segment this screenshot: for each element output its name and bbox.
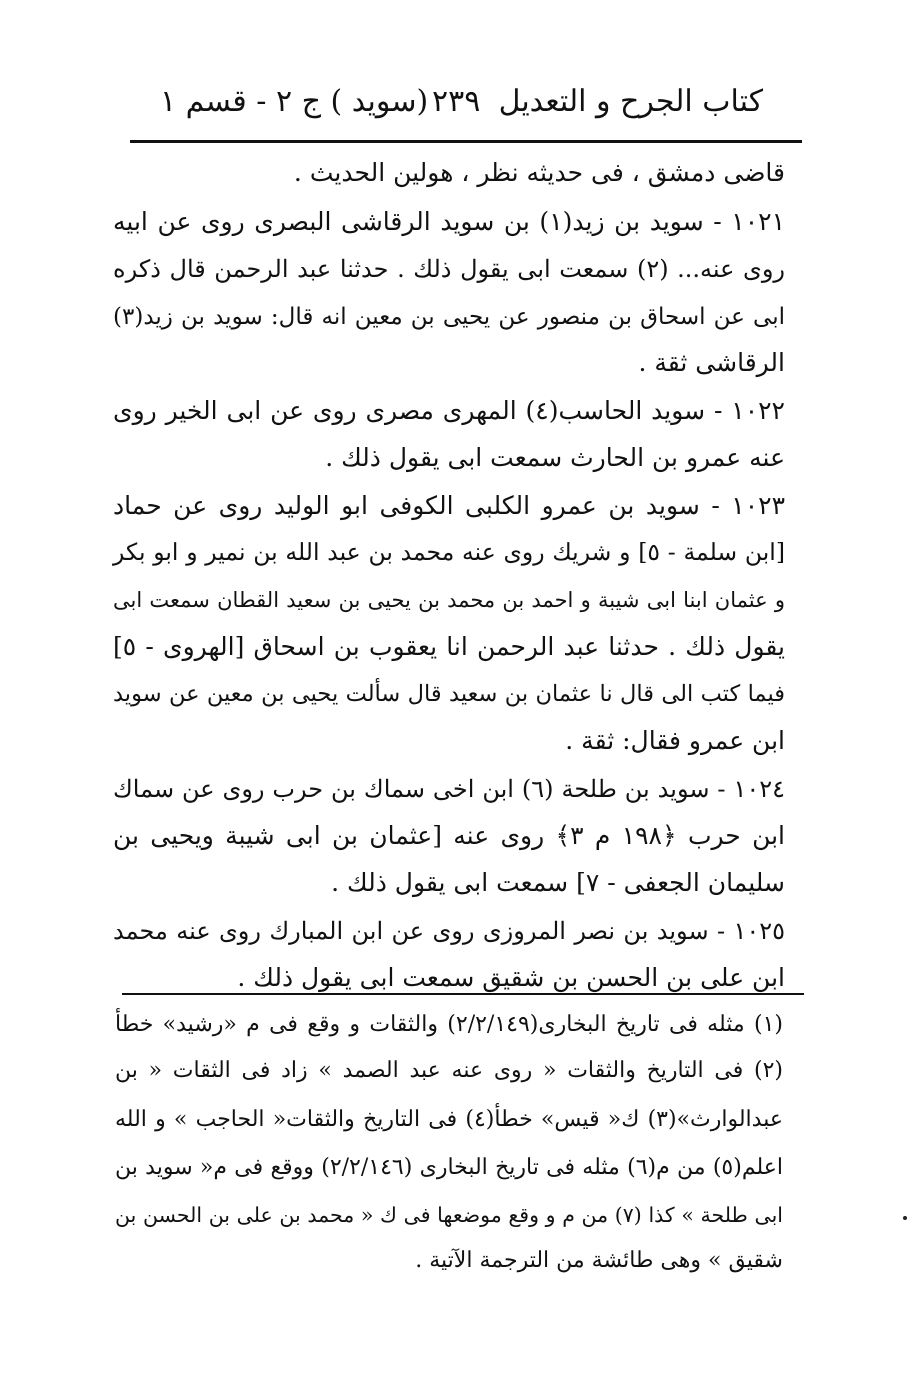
footnote-line: (١) مثله فى تاريخ البخارى(٢/٢/١٤٩) والثقات و وقع فى م «رشيد» خطأ: [115, 1012, 783, 1037]
text-line: و عثمان ابنا ابى شيبة و احمد بن محمد بن يحيى بن سعيد القطان سمعت ابى: [113, 588, 785, 612]
text-line: يقول ذلك . حدثنا عبد الرحمن انا يعقوب بن اسحاق [الهروى - ٥]: [113, 632, 785, 661]
text-line: ابن حرب ﴿١٩٨ م ٣﴾ روى عنه [عثمان بن ابى شيبة ويحيى بن: [113, 821, 786, 850]
text-line: ابن على بن الحسن بن شقيق سمعت ابى يقول ذلك .: [237, 963, 785, 992]
footnote-line: (٢) فى التاريخ والثقات « روى عنه عبد الصمد » زاد فى الثقات « بن: [115, 1058, 783, 1083]
text-line: ١٠٢٢ - سويد الحاسب(٤) المهرى مصرى روى عن ابى الخير روى: [113, 396, 785, 425]
text-line: روى عنه... (٢) سمعت ابى يقول ذلك . حدثنا عبد الرحمن قال ذكره: [113, 255, 786, 283]
text-line: ابى عن اسحاق بن منصور عن يحيى بن معين انه قال: سويد بن زيد(٣): [113, 304, 785, 330]
text-line: عنه عمرو بن الحارث سمعت ابى يقول ذلك .: [325, 443, 785, 472]
text-line: قاضى دمشق ، فى حديثه نظر ، هولين الحديث .: [293, 158, 785, 187]
footnote-line: عبدالوارث»(٣) ك« قيس» خطأ(٤) فى التاريخ والثقات« الحاجب » و الله: [115, 1107, 783, 1132]
book-title: كتاب الجرح و التعديل: [498, 84, 763, 119]
header-rule: [130, 140, 802, 143]
text-line: فيما كتب الى قال نا عثمان بن سعيد قال سألت يحيى بن معين عن سويد: [113, 681, 785, 707]
text-line: ١٠٢٣ - سويد بن عمرو الكلبى الكوفى ابو الوليد روى عن حماد: [113, 491, 785, 520]
text-line: سليمان الجعفى - ٧] سمعت ابى يقول ذلك .: [331, 868, 785, 897]
footnote-rule: [122, 993, 804, 995]
page-number: ٢٣٩: [432, 84, 481, 119]
text-line: ١٠٢١ - سويد بن زيد(١) بن سويد الرقاشى البصرى روى عن ابيه: [113, 207, 785, 236]
text-line: [ابن سلمة - ٥] و شريك روى عنه محمد بن عبد الله بن نمير و ابو بكر: [113, 538, 785, 566]
section-label: (سويد ) ج ٢ - قسم ١: [160, 84, 429, 119]
text-line: ابن عمرو فقال: ثقة .: [565, 726, 785, 755]
footnote-line: شقيق » وهى طائشة من الترجمة الآتية .: [415, 1248, 783, 1273]
text-line: الرقاشى ثقة .: [638, 348, 785, 377]
text-line: ١٠٢٥ - سويد بن نصر المروزى روى عن ابن المبارك روى عنه محمد: [113, 917, 785, 945]
page-speck: [903, 1216, 907, 1220]
text-line: ١٠٢٤ - سويد بن طلحة (٦) ابن اخى سماك بن حرب روى عن سماك: [113, 775, 785, 803]
footnote-line: اعلم(٥) من م(٦) مثله فى تاريخ البخارى (٢/٢/١٤٦) ووقع فى م« سويد بن: [115, 1155, 783, 1180]
footnote-line: ابى طلحة » كذا (٧) من م و وقع موضعها فى ك « محمد بن على بن الحسن بن: [115, 1203, 783, 1227]
